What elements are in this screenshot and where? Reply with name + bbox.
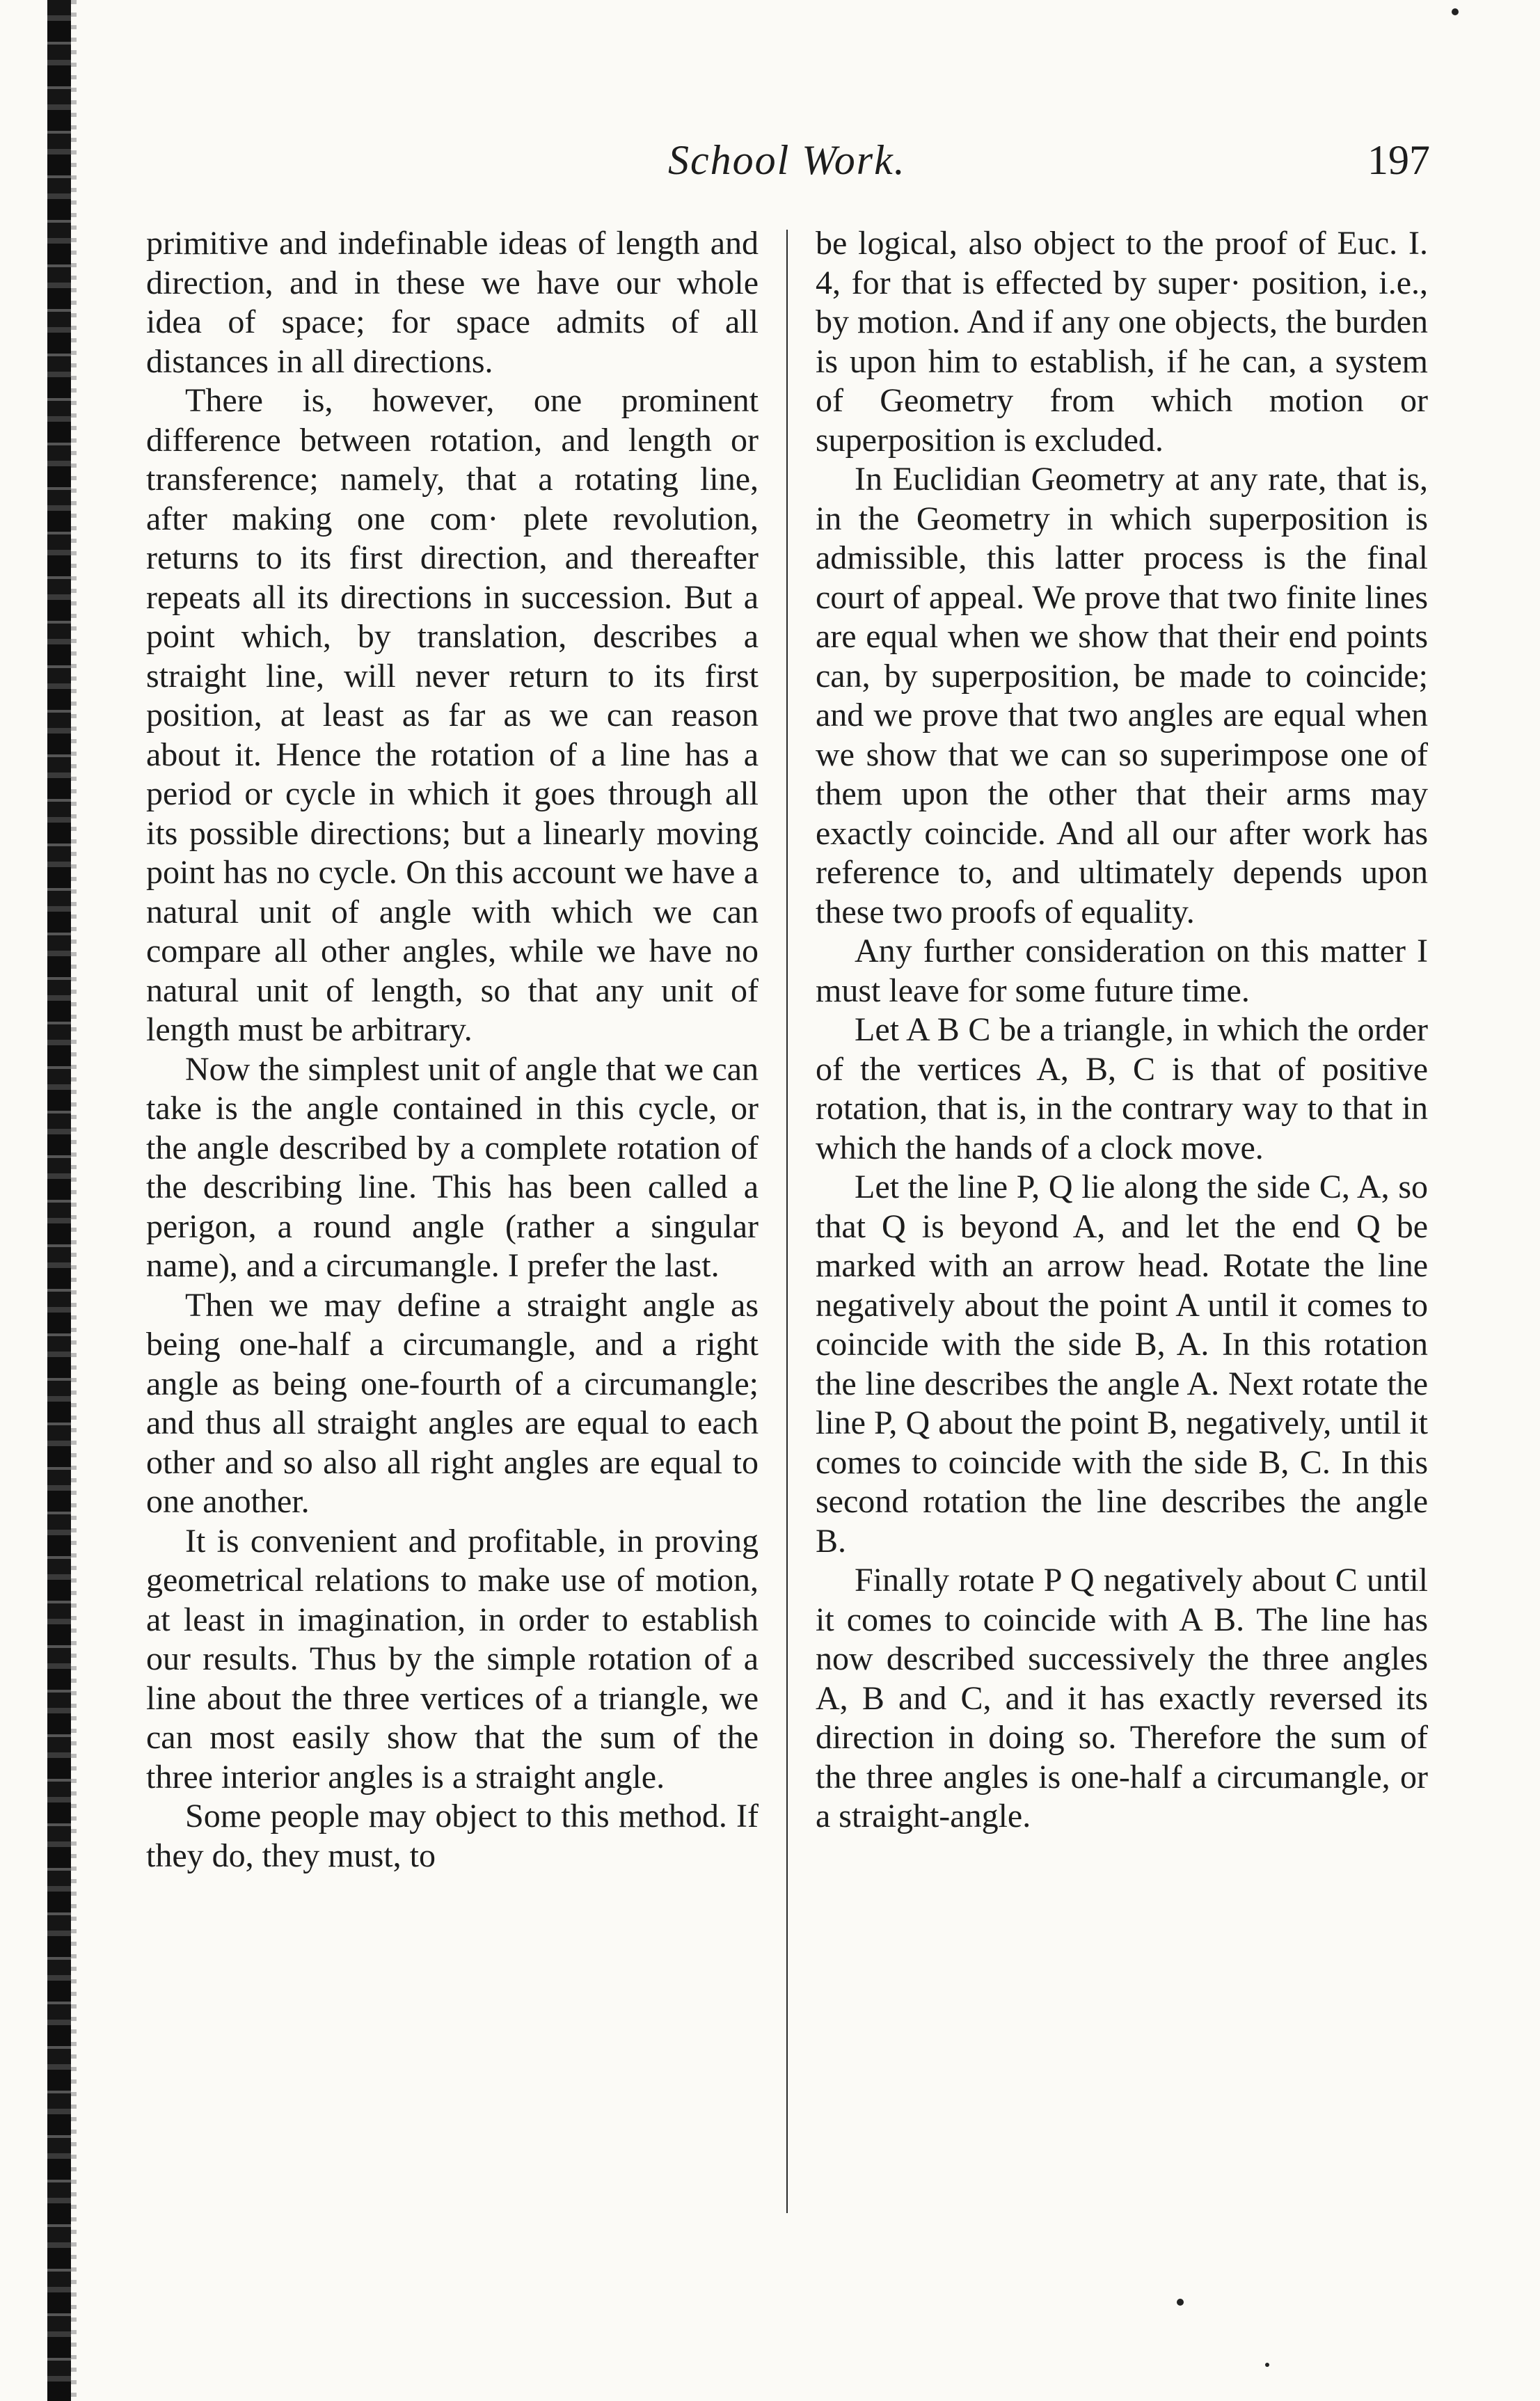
paragraph: be logical, also object to the proof of Euc. I. 4, for that is effected by super· position, i.e., by motion. And if any one objects, the burden is upon him to establish, if he can, a system of Geometry from which motion or superposition is excluded. (816, 225, 1428, 459)
left-column (146, 224, 759, 1876)
running-title: School Work. (668, 137, 906, 183)
paragraph: It is convenient and profitable, in proving geometrical relations to make use of motion, at least in imagination, in order to establish our results. Thus by the simple rotation of a line about the three vertices of a triangle, we can most easily show that the sum of the three interior angles is a straight angle. (146, 1522, 759, 1796)
paragraph: In Euclidian Geometry at any rate, that is, in the Geometry in which superposition is admissible, this latter process is the final court of appeal. We prove that two finite lines are equal when we show that their end points can, by superposition, be made to coincide; and we prove that two angles are equal when we show that we can so superimpose one of them upon the other that their arms may exactly coincide. And all our after work has reference to, and ultimately depends upon these two proofs of equality. (816, 461, 1428, 930)
ink-speck (1452, 8, 1459, 15)
paragraph: Any further consideration on this matter I must leave for some future time. (816, 933, 1428, 1009)
paragraph: Let the line P, Q lie along the side C, A, so that Q is beyond A, and let the end Q be marked with an arrow head. Rotate the line negatively about the point A until it comes to coincide with the side B, A. In this rotation the line describes the angle A. Next rotate the line P, Q about the point B, negatively, until it comes to coincide with the side B, C. In this second rotation the line describes the angle B. (816, 1168, 1428, 1560)
paragraph: There is, however, one prominent difference between rotation, and length or transference; namely, that a rotating line, after making one com· plete revolution, returns to its first direction, and thereafter repeats all its directions in succession. But a point which, by translation, describes a straight line, will never return to its first position, at least as far as we can reason about it. Hence the rotation of a line has a period or cycle in which it goes through all its possible directions; but a linearly moving point has no cycle. On this account we have a natural unit of angle with which we can compare all other angles, while we have no natural unit of length, so that any unit of length must be arbitrary. (146, 382, 759, 1048)
paragraph: primitive and indefinable ideas of length and direction, and in these we have our whole idea of space; for space admits of all distances in all directions. (146, 225, 759, 380)
page-header (0, 136, 1540, 185)
ink-speck (1265, 2363, 1269, 2367)
ink-speck (1177, 2299, 1184, 2306)
paragraph: Now the simplest unit of angle that we can take is the angle contained in this cycle, or the angle described by a complete rotation of the describing line. This has been called a perigon, a round angle (rather a singular name), and a circumangle. I prefer the last. (146, 1050, 759, 1284)
page-number: 197 (1367, 137, 1430, 183)
paragraph: Let A B C be a triangle, in which the order of the vertices A, B, C is that of positive rotation, that is, in the contrary way to that in which the hands of a clock move. (816, 1011, 1428, 1166)
paragraph: Then we may define a straight angle as being one-half a circumangle, and a right angle as being one-fourth of a circumangle; and thus all straight angles are equal to each other and so also all right angles are equal to one another. (146, 1286, 759, 1520)
right-column (816, 224, 1428, 1837)
paragraph: Some people may object to this method. If they do, they must, to (146, 1798, 759, 1874)
column-divider (786, 230, 788, 2213)
spine-shadow (71, 0, 77, 2401)
book-spine-edge (47, 0, 71, 2401)
paragraph: Finally rotate P Q negatively about C until it comes to coincide with A B. The line has now described successively the three angles A, B and C, and it has exactly reversed its direction in doing so. Therefore the sum of the three angles is one-half a circumangle, or a straight-angle. (816, 1562, 1428, 1835)
